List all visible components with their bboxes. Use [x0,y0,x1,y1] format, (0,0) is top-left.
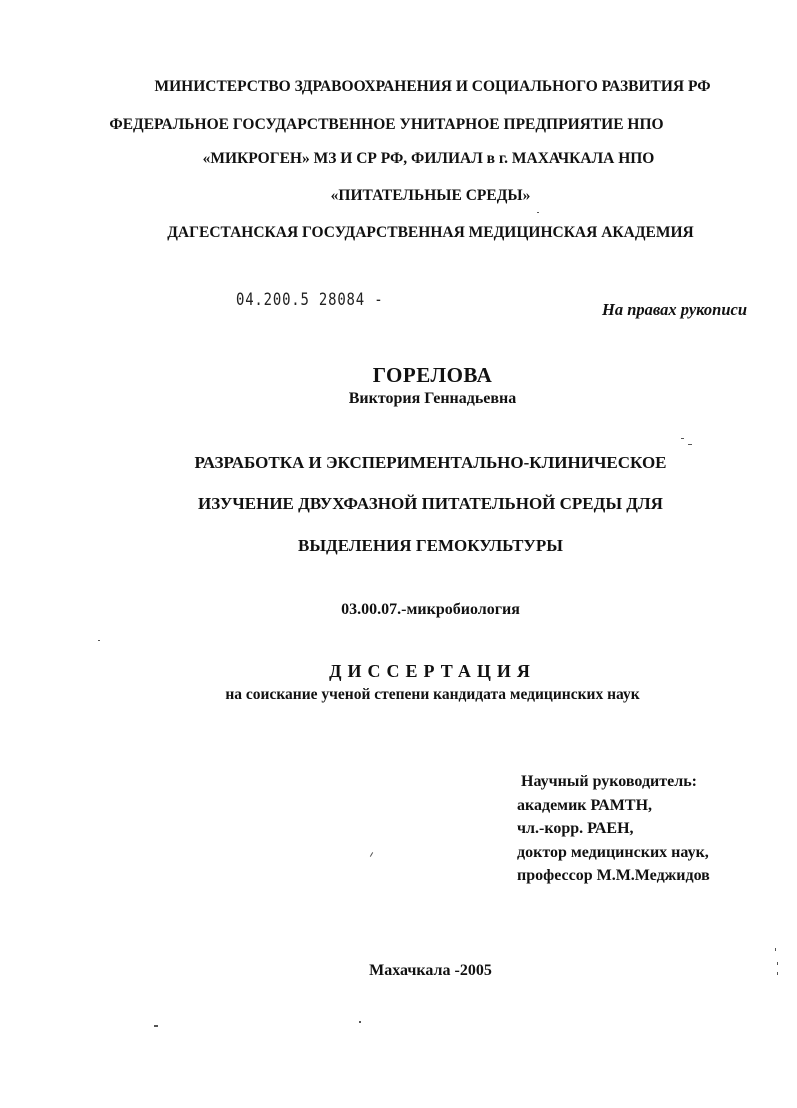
scan-speck [777,962,778,965]
dissertation-label: ДИССЕРТАЦИЯ [329,661,536,681]
supervisor-block [517,770,710,888]
media-line: «ПИТАТЕЛЬНЫЕ СРЕДЫ» [330,187,531,204]
branch-line: «МИКРОГЕН» МЗ И СР РФ, ФИЛИАЛ в г. МАХАЧКАЛА НПО [202,150,655,167]
academy-line: ДАГЕСТАНСКАЯ ГОСУДАРСТВЕННАЯ МЕДИЦИНСКАЯ АКАДЕМИЯ [167,224,694,241]
registration-number: 04.200.5 28084 - [236,290,384,310]
thesis-title-line-3: ВЫДЕЛЕНИЯ ГЕМОКУЛЬТУРЫ [298,536,563,555]
supervisor-degree: доктор медицинских наук, [517,843,709,861]
scan-speck [370,852,373,857]
author-surname: ГОРЕЛОВА [372,363,493,387]
scan-speck [537,212,539,213]
scan-speck [154,1025,158,1027]
scan-speck [98,640,100,641]
rights-note: На правах рукописи [602,300,747,319]
scan-speck [775,948,776,951]
supervisor-name: профессор М.М.Меджидов [517,867,710,884]
supervisor-heading: Научный руководитель: [521,773,697,790]
supervisor-title-raen: чл.-корр. РАЕН, [517,820,634,837]
scan-speck [681,438,684,439]
dissertation-subtitle: на соискание ученой степени кандидата медицинских наук [225,686,640,703]
supervisor-title-ramtn: академик РАМТН, [517,796,653,814]
scan-speck [359,1021,361,1023]
enterprise-line: ФЕДЕРАЛЬНОЕ ГОСУДАРСТВЕННОЕ УНИТАРНОЕ ПРЕДПРИЯТИЕ НПО [109,116,664,133]
author-given-names: Виктория Геннадьевна [348,390,517,407]
scan-speck [777,972,778,975]
place-and-year: Махачкала -2005 [369,962,492,979]
thesis-title-line-2: ИЗУЧЕНИЕ ДВУХФАЗНОЙ ПИТАТЕЛЬНОЙ СРЕДЫ ДЛЯ [198,494,663,513]
thesis-title-line-1: РАЗРАБОТКА И ЭКСПЕРИМЕНТАЛЬНО-КЛИНИЧЕСКОЕ [194,453,667,472]
scan-speck [688,444,692,445]
specialty-code: 03.00.07.-микробиология [341,601,520,618]
ministry-line: МИНИСТЕРСТВО ЗДРАВООХРАНЕНИЯ И СОЦИАЛЬНОГО РАЗВИТИЯ РФ [154,78,711,95]
